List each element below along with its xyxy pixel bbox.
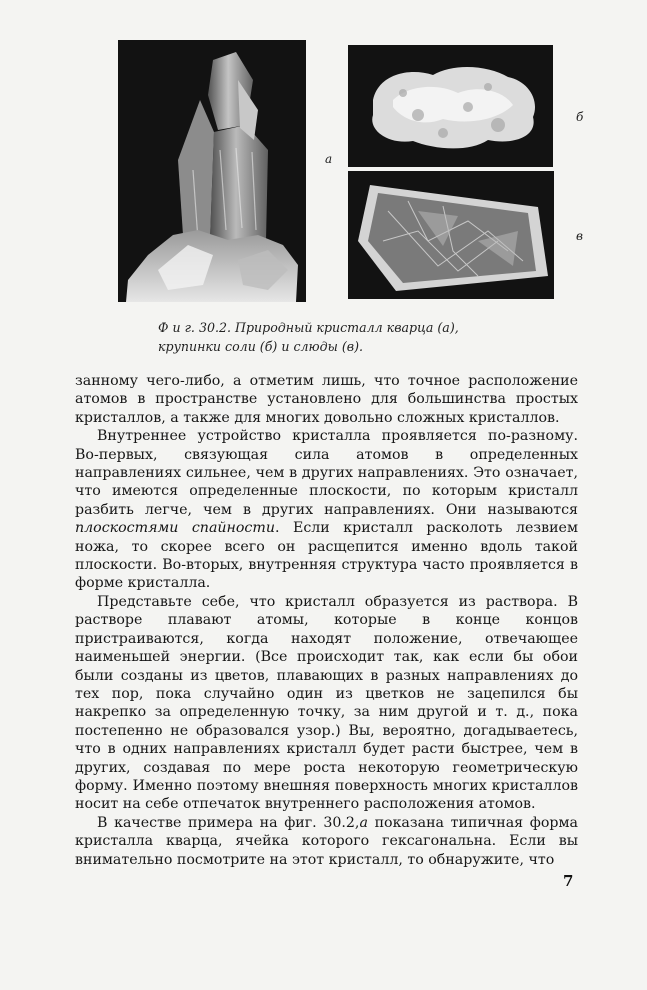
paragraph-1: занному чего-либо, а отметим лишь, что точное расположение атомов в пространстве установлено для большинства простых кристаллов, а также для многих довольно сложных кристаллов. [75, 373, 578, 426]
quartz-crystal-photo [118, 40, 306, 302]
paragraph-2-start: Внутреннее устройство кристалла проявляется по-разному. Во-первых, связующая сила атомов в определенных направлениях сильнее, чем в других направлениях. Это означает, что имеются определенные плоскости, по которым кристалл разбить легче, чем в других направлениях. Они называются [75, 428, 578, 518]
salt-grains-photo [348, 45, 553, 167]
caption-line-1: Ф и г. 30.2. Природный кристалл кварца (а), [158, 320, 459, 335]
body-text [75, 372, 578, 869]
panel-label-a: а [325, 152, 333, 166]
figure-ref-a: а [359, 814, 368, 831]
mica-photo [348, 171, 554, 299]
panel-label-c: в [576, 229, 583, 243]
paragraph-2-end: . Если кристалл расколоть лезвием ножа, то скорее всего он расщепится именно вдоль такой плоскости. Во-вторых, внутренняя структура часто проявляется в форме кристалла. [75, 520, 578, 592]
caption-line-2: крупинки соли (б) и слюды (в). [158, 339, 363, 354]
paragraph-2 [75, 427, 578, 593]
panel-label-b: б [576, 110, 584, 124]
page-number: 7 [563, 872, 574, 890]
term-cleavage-planes: плоскостями спайности [75, 520, 275, 537]
paragraph-3: Представьте себе, что кристалл образуется из раствора. В растворе плавают атомы, которые в конце концов пристраиваются, когда находят положение, отвечающее наименьшей энергии. (Все происходит так, как если бы обои были созданы из цветов, плавающих в разных направлениях до тех пор, пока случайно один из цветков не зацепился бы накрепко за определенную точку, за ним другой и т. д., пока постепенно не образовался узор.) Вы, вероятно, догадываетесь, что в одних направлениях кристалл будет расти быстрее, чем в других, создавая по мере роста некоторую геометрическую форму. Именно поэтому внешняя поверхность многих кристаллов носит на себе отпечаток внутреннего расположения атомов. [75, 593, 578, 813]
figure-caption [158, 318, 498, 356]
paragraph-4-start: В качестве примера на фиг. 30.2, [97, 814, 360, 831]
paragraph-4-end: показана типичная форма кристалла кварца, ячейка которого гексагональна. Если вы внимательно посмотрите на этот кристалл, то обнаружите, что [75, 814, 578, 868]
paragraph-4 [75, 814, 578, 869]
